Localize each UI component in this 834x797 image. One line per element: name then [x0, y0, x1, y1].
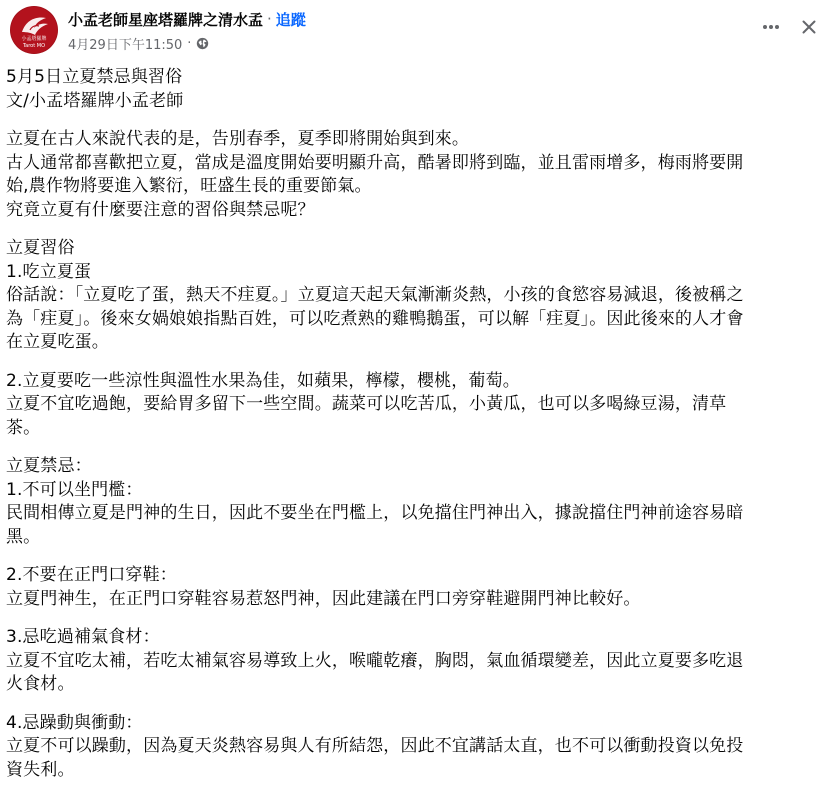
- post-byline: 文/小孟塔羅牌小孟老師: [6, 90, 184, 111]
- text-line: 立夏門神生，在正門口穿鞋容易惹怒門神，因此建議在門口旁穿鞋避開門神比較好。: [6, 588, 641, 609]
- more-dots-icon: [761, 17, 781, 37]
- post-paragraph: [6, 128, 828, 222]
- post-body: [6, 66, 828, 797]
- item-heading: 1.不可以坐門檻：: [6, 479, 143, 500]
- text-line: 立夏不可以躁動，因為夏天炎熱容易與人有所結怨，因此不宜講話太直，也不可以衝動投資以免投: [6, 736, 744, 756]
- text-line: 立夏在古人來說代表的是，告別春季，夏季即將開始與到來。: [6, 129, 470, 149]
- text-line: 立夏不宜吃太補，若吃太補氣容易導致上火，喉嚨乾癢，胸悶，氣血循環變差，因此立夏要多吃退: [6, 650, 744, 671]
- close-icon: [799, 17, 819, 37]
- post-paragraph: [6, 564, 828, 611]
- item-heading: 2.不要在正門口穿鞋：: [6, 565, 177, 585]
- post-paragraph: [6, 66, 828, 113]
- post-header: [10, 6, 824, 58]
- close-post-button[interactable]: [794, 12, 824, 42]
- text-line: 為「疰夏」。後來女媧娘娘指點百姓，可以吃煮熟的雞鴨鵝蛋，可以解「疰夏」。因此後來的人才會: [6, 308, 744, 329]
- post-paragraph: [6, 712, 828, 783]
- item-heading: 2.立夏要吃一些涼性與溫性水果為佳，如蘋果，檸檬，櫻桃，葡萄。: [6, 370, 520, 391]
- section-heading: 立夏禁忌：: [6, 456, 92, 476]
- avatar[interactable]: [10, 6, 58, 54]
- post-paragraph: [6, 455, 828, 549]
- post-paragraph: [6, 370, 828, 441]
- author-line: [68, 8, 306, 30]
- text-line: 始,農作物將要進入繁衍，旺盛生長的重要節氣。: [6, 176, 372, 196]
- meta-separator: ·: [187, 35, 192, 51]
- more-options-button[interactable]: [756, 12, 786, 42]
- header-actions: [748, 12, 824, 42]
- post-meta: [68, 34, 209, 52]
- post-paragraph: [6, 237, 828, 355]
- author-name-link[interactable]: 小孟老師星座塔羅牌之清水孟: [68, 10, 264, 29]
- avatar-text-line1: 小孟塔羅牌: [21, 36, 47, 42]
- text-line: 民間相傳立夏是門神的生日，因此不要坐在門檻上，以免擋住門神出入，據說擋住門神前途容易暗: [6, 503, 744, 523]
- text-line: 黑。: [6, 526, 41, 547]
- item-heading: 1.吃立夏蛋: [6, 261, 92, 282]
- text-line: 立夏不宜吃過飽，要給胃多留下一些空間。蔬菜可以吃苦瓜，小黃瓜，也可以多喝綠豆湯，清草: [6, 394, 727, 414]
- globe-icon: [196, 37, 209, 50]
- text-line: 資失利。: [6, 759, 75, 780]
- text-line: 在立夏吃蛋。: [6, 332, 109, 352]
- item-heading: 3.忌吃過補氣食材：: [6, 627, 160, 647]
- avatar-text-line2: Tarot MO: [22, 43, 46, 49]
- post-timestamp-link[interactable]: 4月29日下午11:50: [68, 37, 183, 53]
- text-line: 古人通常都喜歡把立夏，當成是溫度開始要明顯升高，酷暑即將到臨，並且雷雨增多，梅雨將要開: [6, 152, 744, 173]
- text-line: 究竟立夏有什麼要注意的習俗與禁忌呢？: [6, 199, 315, 220]
- text-line: 火食材。: [6, 674, 75, 694]
- text-line: 茶。: [6, 417, 41, 438]
- post-paragraph: [6, 626, 828, 697]
- section-heading: 立夏習俗: [6, 238, 75, 258]
- author-separator: ·: [267, 10, 272, 28]
- text-line: 俗話說：「立夏吃了蛋，熱天不疰夏。」立夏這天起天氣漸漸炎熱，小孩的食慾容易減退，後被稱之: [6, 285, 744, 305]
- post-title: 5月5日立夏禁忌與習俗: [6, 67, 183, 87]
- follow-button[interactable]: 追蹤: [275, 10, 306, 29]
- item-heading: 4.忌躁動與衝動：: [6, 712, 143, 733]
